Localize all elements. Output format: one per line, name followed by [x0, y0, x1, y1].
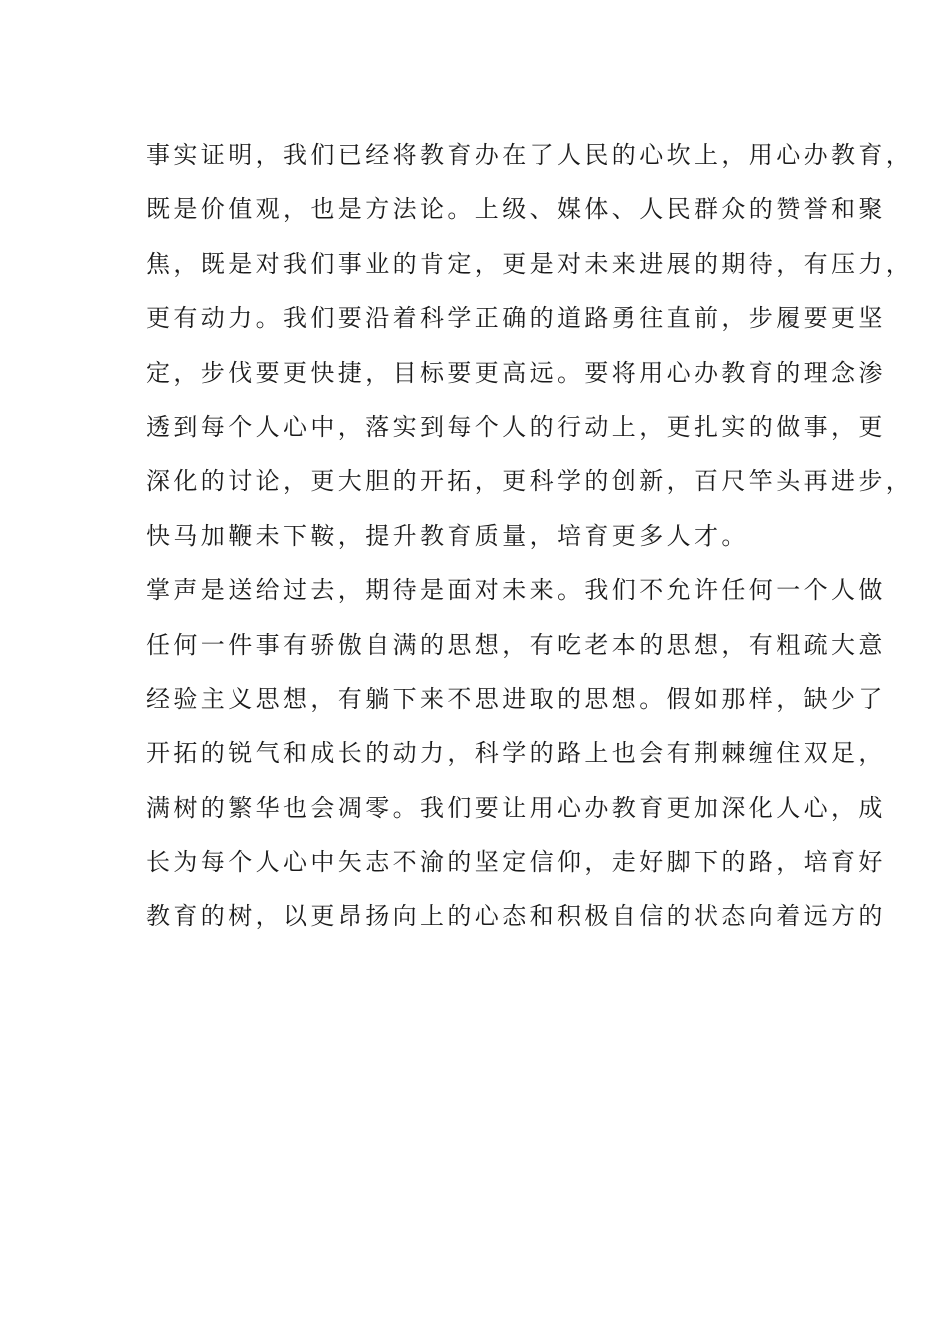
text-line: 开拓的锐气和成长的动力，科学的路上也会有荆棘缠住双足， [146, 739, 886, 768]
text-line: 定，步伐要更快捷，目标要更高远。要将用心办教育的理念渗 [146, 358, 886, 387]
text-line: 深化的讨论，更大胆的开拓，更科学的创新，百尺竿头再进步， [146, 467, 914, 496]
text-line: 事实证明，我们已经将教育办在了人民的心坎上，用心办教育， [146, 141, 914, 169]
text-line: 透到每个人心中，落实到每个人的行动上，更扎实的做事，更 [146, 412, 886, 441]
text-line: 快马加鞭未下鞍，提升教育质量，培育更多人才。 [146, 521, 749, 550]
text-line: 教育的树，以更昂扬向上的心态和积极自信的状态向着远方的 [146, 902, 886, 931]
text-line: 长为每个人心中矢志不渝的坚定信仰，走好脚下的路，培育好 [146, 848, 886, 877]
text-line: 更有动力。我们要沿着科学正确的道路勇往直前，步履要更坚 [146, 304, 886, 333]
text-line: 掌声是送给过去，期待是面对未来。我们不允许任何一个人做 [146, 576, 886, 605]
body-text [146, 128, 914, 944]
text-line: 经验主义思想，有躺下来不思进取的思想。假如那样，缺少了 [146, 684, 886, 713]
text-line: 任何一件事有骄傲自满的思想，有吃老本的思想，有粗疏大意 [146, 630, 886, 659]
text-line: 满树的繁华也会凋零。我们要让用心办教育更加深化人心，成 [146, 793, 886, 822]
text-line: 焦，既是对我们事业的肯定，更是对未来进展的期待，有压力， [146, 249, 914, 278]
text-line: 既是价值观，也是方法论。上级、媒体、人民群众的赞誉和聚 [146, 195, 886, 224]
